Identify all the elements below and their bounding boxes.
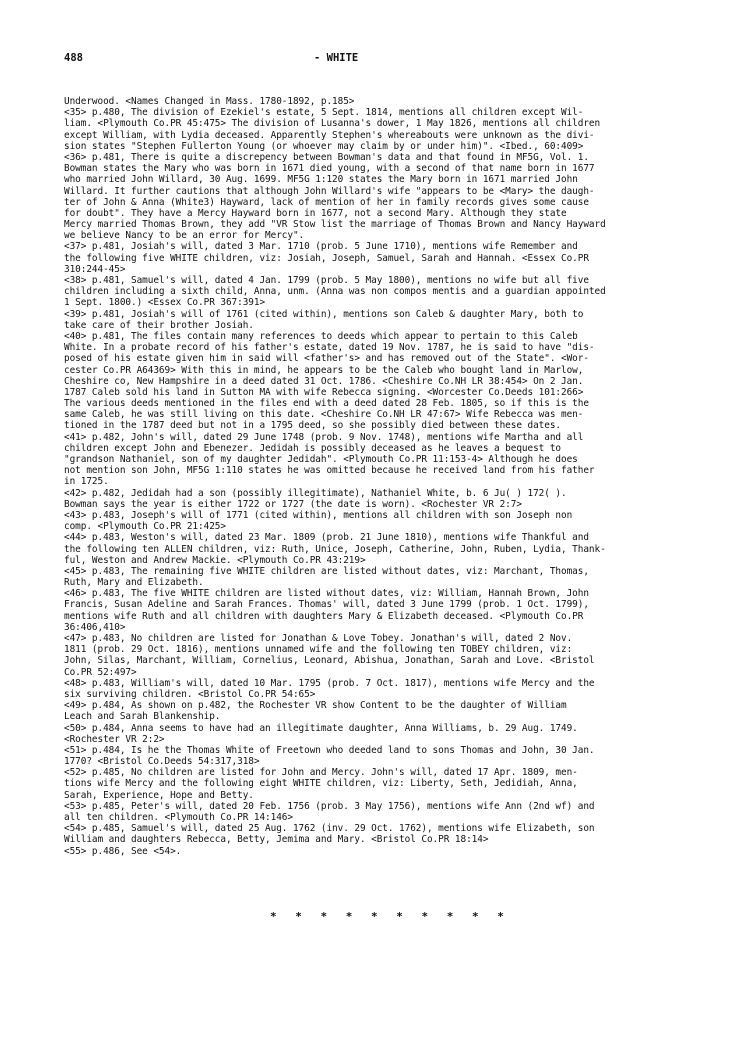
- text-line: Francis, Susan Adeline and Sarah Frances. Thomas' will, dated 3 June 1799 (prob. 1 Oct. 1799),: [64, 599, 589, 611]
- text-line: <48> p.483, William's will, dated 10 Mar. 1795 (prob. 7 Oct. 1817), mentions wife Mercy and the: [64, 677, 595, 689]
- text-line: John, Silas, Marchant, William, Cornelius, Leonard, Abishua, Jonathan, Sarah and Love. <Bristol: [64, 655, 595, 667]
- text-line: "grandson Nathaniel, son of my daughter Jedidah". <Plymouth Co.PR 11:153-4> Although he does: [64, 454, 578, 465]
- text-line: we believe Nancy to be an error for Mercy".: [64, 230, 305, 242]
- text-line: tioned in the 1787 deed but not in a 1795 deed, so she possibly died between these dates.: [64, 420, 561, 432]
- section-end-stars: * * * * * * * * * *: [270, 910, 510, 923]
- text-line: comp. <Plymouth Co.PR 21:425>: [64, 521, 226, 533]
- text-line: Willard. It further cautions that although John Willard's wife "appears to be <Mary> the daugh-: [64, 185, 595, 197]
- text-line: <39> p.481, Josiah's will of 1761 (cited within), mentions son Caleb & daughter Mary, both to: [64, 308, 584, 320]
- page-title: - WHITE: [314, 52, 359, 64]
- text-line: 1770? <Bristol Co.Deeds 54:317,318>: [64, 756, 260, 768]
- text-line: <50> p.484, Anna seems to have had an illegitimate daughter, Anna Williams, b. 29 Aug. 1749.: [64, 722, 578, 734]
- text-line: 1811 (prob. 29 Oct. 1816), mentions unnamed wife and the following ten TOBEY children, viz:: [64, 644, 573, 656]
- text-line: ter of John & Anna (White3) Hayward, lack of mention of her in family records gives some cause: [64, 196, 589, 208]
- text-line: <51> p.484, Is he the Thomas White of Freetown who deeded land to sons Thomas and John, 30 Jan.: [64, 744, 595, 756]
- text-line: <46> p.483, The five WHITE children are listed without dates, viz: William, Hannah Brown, John: [64, 588, 589, 600]
- text-line: <42> p.482, Jedidah had a son (possibly illegitimate), Nathaniel White, b. 6 Ju( ) 172( ).: [64, 487, 567, 499]
- text-line: Cheshire co, New Hampshire in a deed dated 31 Oct. 1786. <Cheshire Co.NH LR 38:454> On 2 Jan.: [64, 375, 584, 387]
- text-line: Leach and Sarah Blankenship.: [64, 711, 221, 723]
- text-line: Underwood. <Names Changed in Mass. 1780-1892, p.185>: [64, 96, 355, 107]
- text-line: tions wife Mercy and the following eight WHITE children, viz: Liberty, Seth, Jedidiah, Anna,: [64, 778, 578, 790]
- text-line: in 1725.: [64, 476, 109, 488]
- text-line: <53> p.485, Peter's will, dated 20 Feb. 1756 (prob. 3 May 1756), mentions wife Ann (2nd wf) and: [64, 800, 595, 812]
- text-line: <Rochester VR 2:2>: [64, 733, 165, 745]
- text-line: <44> p.483, Weston's will, dated 23 Mar. 1809 (prob. 21 June 1810), mentions wife Thankful and: [64, 532, 589, 544]
- text-line: cester Co.PR A64369> With this in mind, he appears to be the Caleb who bought land in Marlow,: [64, 364, 584, 376]
- text-line: <49> p.484, As shown on p.482, the Rochester VR show Content to be the daughter of William: [64, 700, 567, 712]
- text-line: <54> p.485, Samuel's will, dated 25 Aug. 1762 (inv. 29 Oct. 1762), mentions wife Elizabeth, son: [64, 823, 595, 835]
- text-line: Sarah, Experience, Hope and Betty.: [64, 789, 254, 801]
- text-line: 1787 Caleb sold his land in Sutton MA with wife Rebecca signing. <Worcester Co.Deeds 101:266>: [64, 386, 584, 398]
- page-number: 488: [64, 52, 83, 64]
- text-line: all ten children. <Plymouth Co.PR 14:146>: [64, 812, 293, 823]
- page-header: [64, 52, 721, 68]
- text-line: who married John Willard, 30 Aug. 1699. MF5G 1:120 states the Mary born in 1671 married John: [64, 174, 578, 186]
- text-line: Bowman says the year is either 1722 or 1727 (the date is worn). <Rochester VR 2:7>: [64, 498, 522, 510]
- text-line: for doubt". They have a Mercy Hayward born in 1677, not a second Mary. Although they state: [64, 207, 567, 219]
- text-line: <41> p.482, John's will, dated 29 June 1748 (prob. 9 Nov. 1748), mentions wife Martha and all: [64, 431, 584, 443]
- text-line: Mercy married Thomas Brown, they add "VR Stow list the marriage of Thomas Brown and Nancy Hayward: [64, 219, 606, 231]
- text-line: 1 Sept. 1800.) <Essex Co.PR 367:391>: [64, 297, 266, 309]
- text-line: Ruth, Mary and Elizabeth.: [64, 577, 204, 589]
- text-line: not mention son John, MF5G 1:110 states he was omitted because he received land from his father: [64, 465, 595, 477]
- text-line: same Caleb, he was still living on this date. <Cheshire Co.NH LR 47:67> Wife Rebecca was men-: [64, 409, 584, 421]
- text-line: take care of their brother Josiah.: [64, 319, 254, 331]
- text-line: <40> p.481, The files contain many references to deeds which appear to pertain to this Caleb: [64, 330, 578, 342]
- text-line: <35> p.480, The division of Ezekiel's estate, 5 Sept. 1814, mentions all children except Wil-: [64, 107, 584, 119]
- text-line: Co.PR 52:497>: [64, 666, 137, 678]
- text-line: <47> p.483, No children are listed for Jonathan & Love Tobey. Jonathan's will, dated 2 Nov.: [64, 633, 573, 644]
- text-line: <43> p.483, Joseph's will of 1771 (cited within), mentions all children with son Joseph non: [64, 509, 573, 521]
- text-line: <36> p.481, There is quite a discrepency between Bowman's data and that found in MF5G, Vol. 1.: [64, 151, 589, 163]
- text-line: posed of his estate given him in said will <father's> and has removed out of the State". <Wor-: [64, 353, 589, 365]
- text-line: <38> p.481, Samuel's will, dated 4 Jan. 1799 (prob. 5 May 1800), mentions no wife but all five: [64, 275, 589, 286]
- text-line: <52> p.485, No children are listed for John and Mercy. John's will, dated 17 Apr. 1809, men-: [64, 767, 578, 779]
- notes-body: [64, 96, 724, 857]
- text-line: except William, with Lydia deceased. Apparently Stephen's whereabouts were unknown as the divi-: [64, 129, 595, 141]
- text-line: <45> p.483, The remaining five WHITE children are listed without dates, viz: Marchant, Thomas,: [64, 565, 589, 577]
- text-line: liam. <Plymouth Co.PR 45:475> The division of Lusanna's dower, 1 May 1826, mentions all children: [64, 118, 601, 130]
- text-line: 310:244-45>: [64, 263, 126, 275]
- text-line: the following ten ALLEN children, viz: Ruth, Unice, Joseph, Catherine, John, Ruben, Lydia, Thank-: [64, 543, 606, 555]
- text-line: 36:406,410>: [64, 621, 126, 633]
- text-line: children including a sixth child, Anna, unm. (Anna was non compos mentis and a guardian appointed: [64, 286, 606, 298]
- text-line: <55> p.486, See <54>.: [64, 845, 182, 857]
- text-line: The various deeds mentioned in the files end with a deed dated 28 Feb. 1805, so if this is the: [64, 398, 589, 410]
- text-line: sion states "Stephen Fullerton Young (or whoever may claim by or under him)". <Ibed., 60:409>: [64, 140, 584, 152]
- text-line: Bowman states the Mary who was born in 1671 died young, with a second of that name born in 1677: [64, 163, 595, 175]
- text-line: William and daughters Rebecca, Betty, Jemima and Mary. <Bristol Co.PR 18:14>: [64, 834, 489, 846]
- text-line: the following five WHITE children, viz: Josiah, Joseph, Samuel, Sarah and Hannah. <Essex Co.PR: [64, 252, 589, 264]
- text-line: White. In a probate record of his father's estate, dated 19 Nov. 1787, he is said to have "dis-: [64, 342, 595, 354]
- text-line: mentions wife Ruth and all children with daughters Mary & Elizabeth deceased. <Plymouth Co.PR: [64, 610, 584, 622]
- text-line: children except John and Ebenezer. Jedidah is possibly deceased as he leaves a bequest to: [64, 442, 561, 454]
- text-line: <37> p.481, Josiah's will, dated 3 Mar. 1710 (prob. 5 June 1710), mentions wife Remember and: [64, 241, 578, 253]
- text-line: ful, Weston and Andrew Mackie. <Plymouth Co.PR 43:219>: [64, 554, 366, 566]
- text-line: six surviving children. <Bristol Co.PR 54:65>: [64, 688, 316, 700]
